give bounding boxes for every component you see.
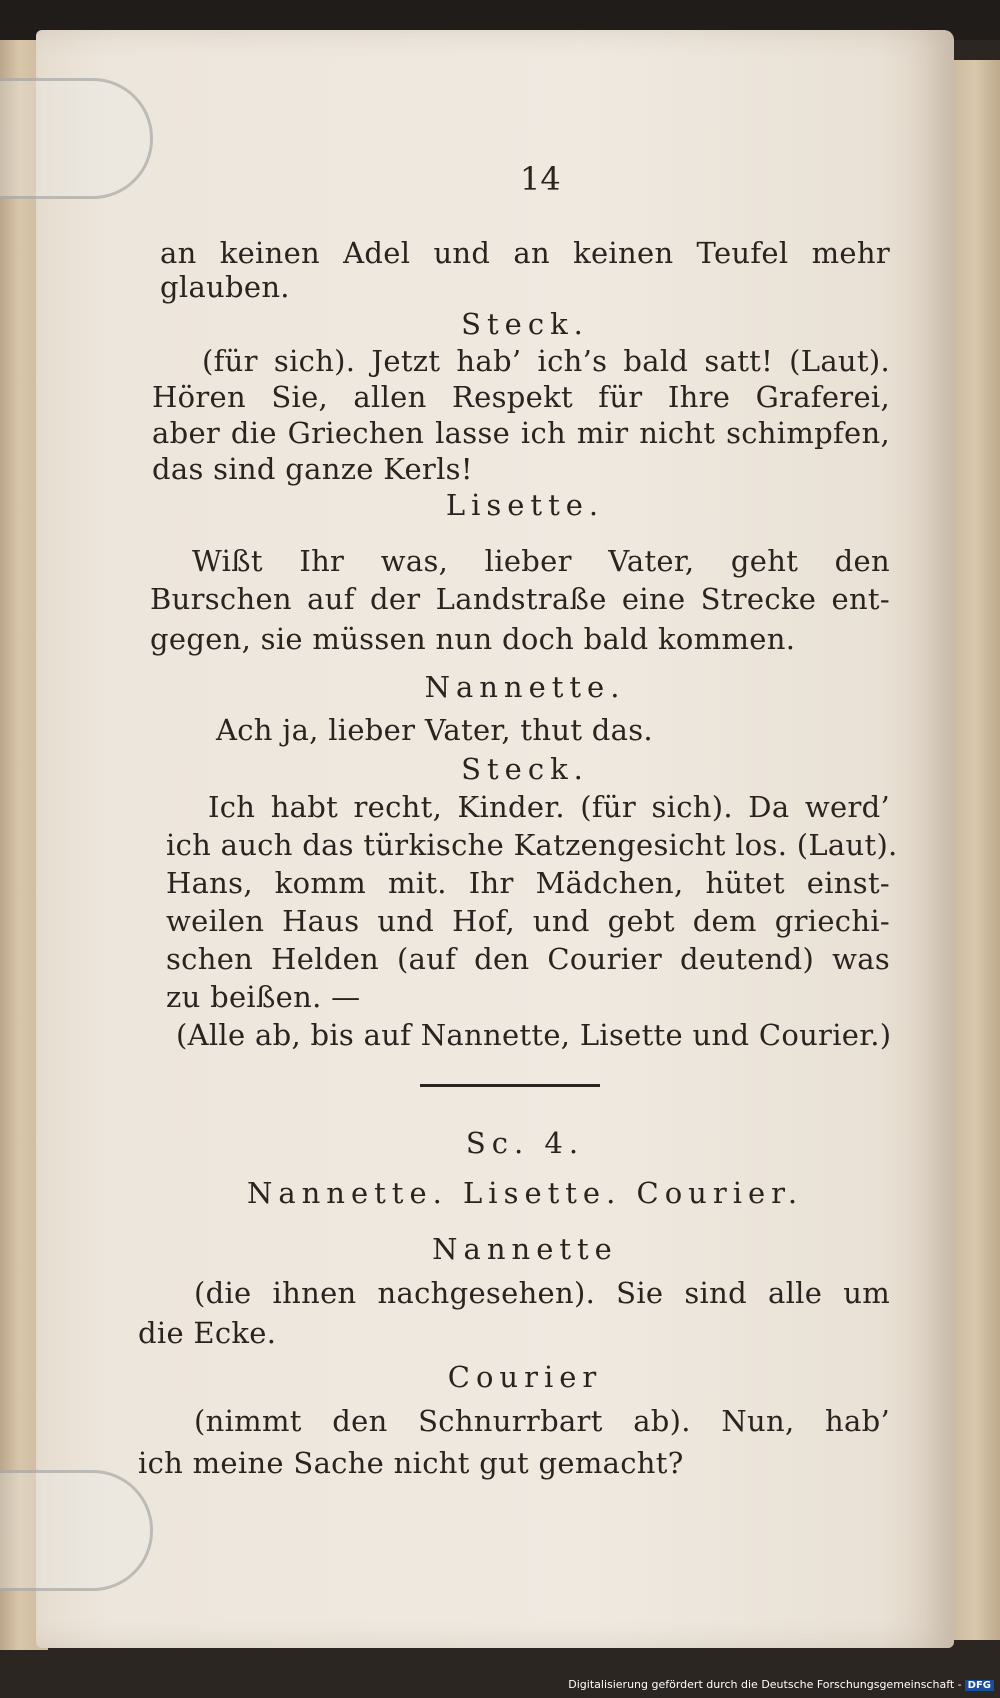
text-line: schen Helden (auf den Courier deutend) was: [166, 942, 890, 976]
text-line: zu beißen. —: [166, 980, 361, 1014]
text-line: gegen, sie müssen nun doch bald kommen.: [150, 622, 796, 656]
text-line: ich auch das türkische Katzengesicht los. (Laut).: [166, 828, 898, 862]
speaker-name: Steck.: [461, 752, 589, 786]
speaker-name: Nannette: [432, 1232, 618, 1266]
digitization-credit: [568, 1678, 994, 1691]
text-line: an keinen Adel und an keinen Teufel mehr: [160, 236, 890, 270]
page-clip-bottom: [0, 1470, 153, 1591]
speaker-name: Nannette.: [424, 670, 626, 704]
scene-heading: Sc. 4.: [465, 1126, 585, 1160]
text-line: Burschen auf der Landstraße eine Strecke ent-: [150, 582, 890, 616]
stage-direction: (Alle ab, bis auf Nannette, Lisette und Courier.): [176, 1018, 892, 1052]
text-line: Hören Sie, allen Respekt für Ihre Graferei,: [152, 380, 890, 414]
text-line: weilen Haus und Hof, und gebt dem griechi-: [166, 904, 890, 938]
text-line: ich meine Sache nicht gut gemacht?: [138, 1446, 684, 1480]
book-right-edge: [950, 60, 1000, 1640]
text-line: Ach ja, lieber Vater, thut das.: [216, 713, 653, 747]
text-line: Ich habt recht, Kinder. (für sich). Da werd’: [208, 790, 890, 824]
speaker-name: Steck.: [461, 307, 589, 341]
dfg-logo: DFG: [965, 1680, 994, 1691]
text-line: die Ecke.: [138, 1316, 277, 1350]
text-line: (für sich). Jetzt hab’ ich’s bald satt! (Laut).: [202, 344, 890, 378]
text-line: glauben.: [160, 270, 290, 304]
text-line: (nimmt den Schnurrbart ab). Nun, hab’: [194, 1404, 890, 1438]
text-line: aber die Griechen lasse ich mir nicht schimpfen,: [152, 416, 890, 450]
page-number: 14: [520, 160, 561, 198]
credit-text: Digitalisierung gefördert durch die Deutsche Forschungsgemeinschaft -: [568, 1678, 962, 1691]
text-line: (die ihnen nachgesehen). Sie sind alle um: [194, 1276, 890, 1310]
section-rule: [420, 1084, 600, 1087]
text-line: das sind ganze Kerls!: [152, 452, 473, 486]
text-line: Wißt Ihr was, lieber Vater, geht den: [192, 544, 890, 578]
speaker-name: Lisette.: [445, 488, 605, 522]
scene-characters: Nannette. Lisette. Courier.: [246, 1176, 804, 1210]
text-line: Hans, komm mit. Ihr Mädchen, hütet einst-: [166, 866, 890, 900]
page-clip-top: [0, 78, 153, 199]
speaker-name: Courier: [447, 1360, 603, 1394]
